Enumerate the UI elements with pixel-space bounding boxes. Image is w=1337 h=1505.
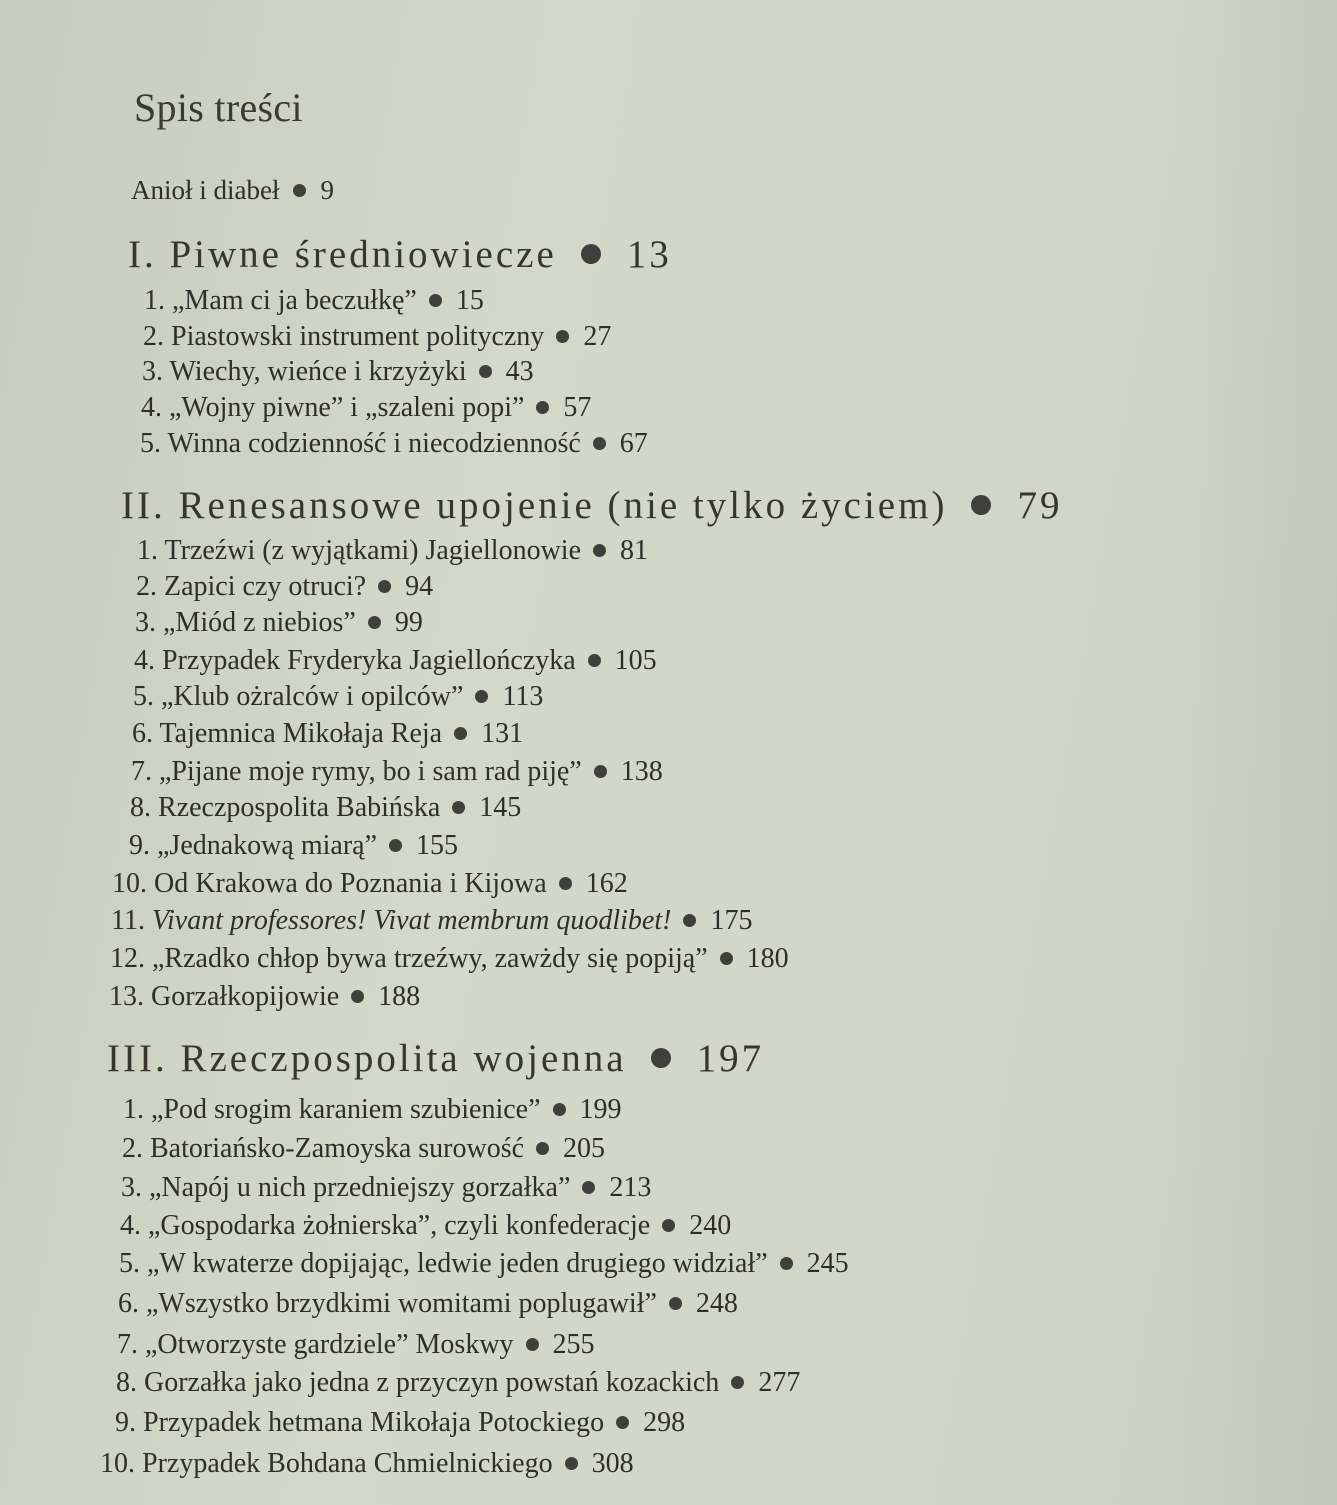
part-heading-3[interactable] <box>107 1036 764 1081</box>
bullet-dot-icon <box>616 1416 629 1429</box>
toc-entry[interactable] <box>143 321 611 353</box>
entry-label: Vivant professores! Vivat membrum quodlibet! <box>151 905 672 936</box>
entry-page: 15 <box>455 285 484 316</box>
entry-number: 2. <box>122 1133 143 1164</box>
entry-label: Batoriańsko-Zamoyska surowość <box>150 1133 525 1164</box>
part-label: II. Renesansowe upojenie (nie tylko życiem) <box>121 484 948 527</box>
toc-entry[interactable] <box>129 830 458 862</box>
entry-page: 113 <box>502 681 544 712</box>
entry-number: 2. <box>136 571 157 602</box>
entry-label: Przypadek hetmana Mikołaja Potockiego <box>143 1407 605 1438</box>
entry-label: „Miód z niebios” <box>163 607 356 638</box>
entry-number: 5. <box>140 428 161 459</box>
entry-page: 67 <box>619 428 648 459</box>
entry-number: 1. <box>144 285 165 316</box>
toc-entry[interactable] <box>118 1288 738 1320</box>
bullet-dot-icon <box>559 877 572 890</box>
entry-number: 4. <box>141 392 162 423</box>
toc-entry[interactable] <box>136 571 433 603</box>
bullet-dot-icon <box>593 544 606 557</box>
toc-entry[interactable] <box>100 1448 634 1480</box>
bullet-dot-icon <box>780 1257 793 1270</box>
bullet-dot-icon <box>293 184 306 197</box>
entry-number: 1. <box>137 535 158 566</box>
entry-page: 248 <box>695 1288 738 1319</box>
bullet-dot-icon <box>669 1297 682 1310</box>
entry-label: Gorzałkopijowie <box>151 981 340 1012</box>
toc-entry[interactable] <box>112 868 628 900</box>
bullet-dot-icon <box>378 580 391 593</box>
entry-page: 43 <box>505 356 534 387</box>
entry-number: 3. <box>121 1172 142 1203</box>
entry-label: Rzeczpospolita Babińska <box>158 792 441 823</box>
entry-number: 13. <box>109 981 144 1012</box>
bullet-dot-icon <box>582 1181 595 1194</box>
entry-label: Tajemnica Mikołaja Reja <box>159 718 443 749</box>
entry-label: Anioł i diabeł <box>131 175 280 205</box>
toc-entry[interactable] <box>122 1133 605 1165</box>
part-label: I. Piwne średniowiecze <box>128 233 557 276</box>
bullet-dot-icon <box>536 1142 549 1155</box>
entry-page: 155 <box>416 830 458 861</box>
entry-label: „Rzadko chłop bywa trzeźwy, zawżdy się popiją” <box>152 943 708 974</box>
bullet-dot-icon <box>475 690 488 703</box>
part-heading-1[interactable] <box>128 232 672 277</box>
entry-label: „Napój u nich przedniejszy gorzałka” <box>149 1172 571 1203</box>
entry-page: 180 <box>746 943 789 974</box>
toc-entry[interactable] <box>135 607 423 639</box>
toc-entry[interactable] <box>120 1210 731 1242</box>
bullet-dot-icon <box>720 952 733 965</box>
toc-entry[interactable] <box>116 1367 800 1399</box>
entry-page: 57 <box>563 392 592 423</box>
entry-label: „W kwaterze dopijając, ledwie jeden drugiego widział” <box>147 1248 768 1279</box>
toc-entry[interactable] <box>142 356 534 388</box>
entry-page: 245 <box>806 1248 849 1279</box>
entry-label: Zapici czy otruci? <box>164 571 367 602</box>
bullet-dot-icon <box>479 365 492 378</box>
entry-number: 7. <box>131 756 152 787</box>
entry-page: 94 <box>405 571 434 602</box>
entry-page: 145 <box>479 792 522 823</box>
bullet-dot-icon <box>536 401 549 414</box>
bullet-dot-icon <box>556 330 569 343</box>
bullet-dot-icon <box>683 914 696 927</box>
entry-page: 205 <box>563 1133 606 1164</box>
toc-entry[interactable] <box>121 1172 651 1204</box>
bullet-dot-icon <box>971 495 991 515</box>
bullet-dot-icon <box>662 1219 675 1232</box>
entry-label: Wiechy, wieńce i krzyżyki <box>169 356 467 387</box>
entry-number: 8. <box>130 792 151 823</box>
entry-number: 9. <box>129 830 150 861</box>
bullet-dot-icon <box>526 1338 539 1351</box>
toc-entry[interactable] <box>111 905 752 937</box>
bullet-dot-icon <box>651 1048 671 1068</box>
bullet-dot-icon <box>581 244 601 264</box>
toc-entry[interactable] <box>117 1329 595 1361</box>
bullet-dot-icon <box>588 654 601 667</box>
entry-number: 4. <box>120 1210 141 1241</box>
bullet-dot-icon <box>368 616 381 629</box>
entry-label: „Pod srogim karaniem szubienice” <box>151 1094 541 1125</box>
part-label: III. Rzeczpospolita wojenna <box>107 1037 627 1080</box>
entry-label: Od Krakowa do Poznania i Kijowa <box>154 868 547 899</box>
part-page: 197 <box>696 1037 765 1080</box>
entry-label: Przypadek Bohdana Chmielnickiego <box>142 1448 553 1479</box>
part-page: 79 <box>1017 484 1063 527</box>
bullet-dot-icon <box>452 801 465 814</box>
toc-entry[interactable] <box>141 392 591 424</box>
part-heading-2[interactable] <box>121 483 1062 528</box>
entry-page: 199 <box>579 1094 622 1125</box>
entry-page: 9 <box>320 175 334 205</box>
entry-number: 9. <box>115 1407 136 1438</box>
entry-page: 138 <box>620 756 663 787</box>
entry-label: „Mam ci ja beczułkę” <box>172 285 417 316</box>
toc-entry[interactable] <box>109 981 420 1013</box>
entry-number: 7. <box>117 1329 138 1360</box>
entry-number: 5. <box>119 1248 140 1279</box>
entry-page: 105 <box>614 645 657 676</box>
entry-label: Przypadek Fryderyka Jagiellończyka <box>162 645 576 676</box>
toc-entry[interactable] <box>130 792 521 824</box>
entry-number: 8. <box>116 1367 137 1398</box>
entry-number: 4. <box>134 645 155 676</box>
entry-page: 188 <box>378 981 421 1012</box>
entry-label: Gorzałka jako jedna z przyczyn powstań kozackich <box>144 1367 720 1398</box>
toc-entry[interactable] <box>131 756 663 788</box>
entry-number: 11. <box>111 905 145 936</box>
bullet-dot-icon <box>429 294 442 307</box>
entry-label: „Pijane moje rymy, bo i sam rad piję” <box>159 756 582 787</box>
toc-entry[interactable] <box>132 718 523 750</box>
entry-page: 255 <box>552 1329 595 1360</box>
entry-label: „Gospodarka żołnierska”, czyli konfederacje <box>148 1210 651 1241</box>
toc-entry[interactable] <box>134 645 657 677</box>
bullet-dot-icon <box>351 990 364 1003</box>
entry-page: 99 <box>394 607 423 638</box>
entry-page: 298 <box>643 1407 686 1438</box>
entry-number: 10. <box>112 868 147 899</box>
entry-label: Piastowski instrument polityczny <box>171 321 545 352</box>
entry-label: Trzeźwi (z wyjątkami) Jagiellonowie <box>164 535 582 566</box>
bullet-dot-icon <box>389 839 402 852</box>
entry-number: 12. <box>110 943 145 974</box>
entry-number: 3. <box>142 356 163 387</box>
toc-entry[interactable] <box>140 428 648 460</box>
bullet-dot-icon <box>731 1376 744 1389</box>
bullet-dot-icon <box>594 765 607 778</box>
bullet-dot-icon <box>553 1103 566 1116</box>
entry-number: 3. <box>135 607 156 638</box>
bullet-dot-icon <box>565 1457 578 1470</box>
page-title: Spis treści <box>134 85 303 130</box>
entry-label: Winna codzienność i niecodzienność <box>167 428 581 459</box>
entry-label: „Wojny piwne” i „szaleni popi” <box>169 392 525 423</box>
entry-number: 5. <box>133 681 154 712</box>
entry-page: 131 <box>481 718 524 749</box>
entry-page: 277 <box>758 1367 801 1398</box>
entry-page: 213 <box>609 1172 652 1203</box>
entry-number: 10. <box>100 1448 135 1479</box>
toc-entry[interactable] <box>115 1407 685 1439</box>
facing-page-shadow <box>1180 0 1337 1505</box>
entry-label: „Otworzyste gardziele” Moskwy <box>145 1329 514 1360</box>
entry-label: „Wszystko brzydkimi womitami poplugawił” <box>146 1288 657 1319</box>
toc-entry[interactable] <box>137 535 648 567</box>
entry-label: „Klub ożralców i opilców” <box>161 681 464 712</box>
toc-entry[interactable] <box>110 943 789 975</box>
entry-number: 2. <box>143 321 164 352</box>
entry-page: 240 <box>689 1210 732 1241</box>
toc-entry[interactable] <box>144 285 484 317</box>
toc-entry[interactable] <box>133 681 543 713</box>
bullet-dot-icon <box>454 727 467 740</box>
entry-number: 1. <box>123 1094 144 1125</box>
part-page: 13 <box>626 233 672 276</box>
entry-page: 175 <box>710 905 753 936</box>
entry-page: 162 <box>585 868 628 899</box>
entry-page: 308 <box>591 1448 634 1479</box>
entry-number: 6. <box>132 718 153 749</box>
bullet-dot-icon <box>593 437 606 450</box>
entry-page: 27 <box>583 321 612 352</box>
entry-page: 81 <box>620 535 649 566</box>
toc-intro-entry[interactable] <box>131 175 334 206</box>
toc-entry[interactable] <box>119 1248 849 1280</box>
toc-entry[interactable] <box>123 1094 622 1126</box>
entry-label: „Jednakową miarą” <box>157 830 377 861</box>
entry-number: 6. <box>118 1288 139 1319</box>
